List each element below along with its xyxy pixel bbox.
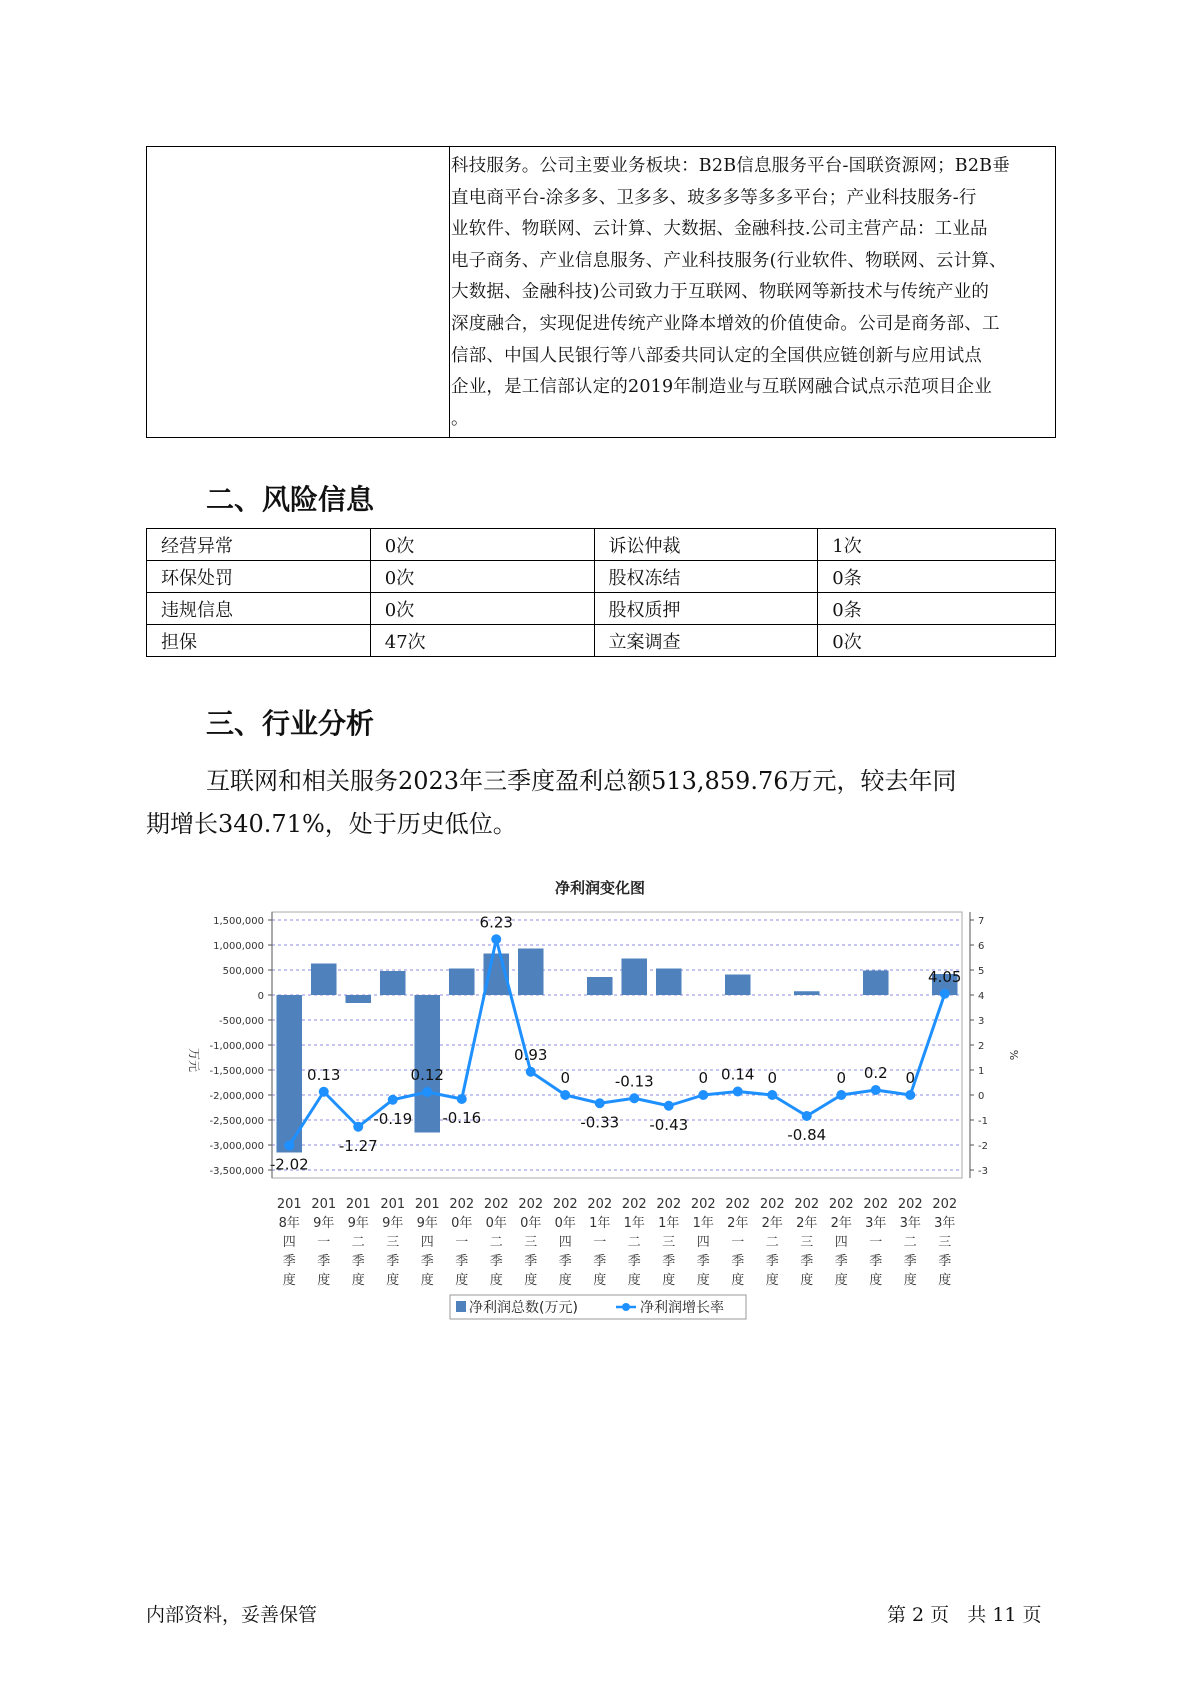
x-tick-label: 202 xyxy=(828,1197,854,1212)
data-label: -0.33 xyxy=(580,1113,620,1132)
x-tick-label: 1年 xyxy=(658,1216,680,1231)
bar xyxy=(587,977,613,995)
chart-legend xyxy=(450,1295,746,1319)
bar xyxy=(656,969,682,996)
x-tick-label: 2年 xyxy=(830,1216,852,1231)
y-tick-label-right: -2 xyxy=(978,1141,988,1152)
x-tick-label: 度 xyxy=(351,1273,365,1288)
x-tick-label: 202 xyxy=(518,1197,544,1212)
x-tick-label: 季 xyxy=(938,1254,952,1269)
y-tick-label-left: -3,000,000 xyxy=(209,1141,264,1152)
x-tick-label: 度 xyxy=(317,1273,331,1288)
y-tick-label-right: -3 xyxy=(978,1166,988,1177)
x-tick-label: 度 xyxy=(938,1273,952,1288)
growth-point xyxy=(940,989,950,999)
x-tick-label: 9年 xyxy=(382,1216,404,1231)
x-tick-label: 季 xyxy=(524,1254,538,1269)
x-tick-label: 202 xyxy=(587,1197,613,1212)
table-row xyxy=(147,593,1056,625)
intro-label-cell xyxy=(147,147,450,437)
growth-point xyxy=(698,1090,708,1100)
growth-point xyxy=(319,1087,329,1097)
x-tick-label: 1年 xyxy=(623,1216,645,1231)
legend-line-marker xyxy=(622,1303,630,1311)
risk-value: 47次 xyxy=(370,625,594,657)
y-tick-label-right: 6 xyxy=(978,941,985,952)
growth-point xyxy=(836,1090,846,1100)
x-tick-label: 201 xyxy=(276,1197,302,1212)
x-tick-label: 202 xyxy=(621,1197,647,1212)
y-axis-right-label: % xyxy=(1007,1049,1020,1061)
x-tick-label: 度 xyxy=(834,1273,848,1288)
x-tick-label: 季 xyxy=(662,1254,676,1269)
risk-label: 违规信息 xyxy=(147,593,371,625)
y-tick-label-left: -2,000,000 xyxy=(209,1091,264,1102)
data-label: -2.02 xyxy=(269,1155,309,1174)
data-label: 0 xyxy=(836,1069,847,1087)
x-tick-label: 季 xyxy=(282,1254,296,1269)
x-tick-label: 度 xyxy=(593,1273,607,1288)
y-tick-label-right: -1 xyxy=(978,1116,988,1127)
x-tick-label: 二 xyxy=(351,1235,365,1250)
intro-line: 企业，是工信部认定的2019年制造业与互联网融合试点示范项目企业 xyxy=(451,377,992,398)
x-tick-label: 四 xyxy=(282,1235,296,1250)
x-tick-label: 季 xyxy=(593,1254,607,1269)
legend-line-label: 净利润增长率 xyxy=(640,1300,724,1316)
growth-point xyxy=(629,1093,639,1103)
x-tick-label: 一 xyxy=(869,1235,883,1250)
x-tick-label: 季 xyxy=(800,1254,814,1269)
x-tick-label: 3年 xyxy=(865,1216,887,1231)
x-tick-label: 季 xyxy=(351,1254,365,1269)
x-tick-label: 202 xyxy=(863,1197,889,1212)
x-tick-label: 201 xyxy=(414,1197,440,1212)
x-tick-label: 三 xyxy=(662,1235,676,1250)
risk-label: 立案调查 xyxy=(594,625,818,657)
x-tick-label: 季 xyxy=(558,1254,572,1269)
growth-point xyxy=(905,1090,915,1100)
intro-line: 深度融合，实现促进传统产业降本增效的价值使命。公司是商务部、工 xyxy=(451,313,1000,334)
risk-value: 0条 xyxy=(818,593,1056,625)
x-tick-label: 一 xyxy=(731,1235,745,1250)
industry-paragraph-line2: 期增长340.71%，处于历史低位。 xyxy=(146,810,517,838)
x-tick-label: 季 xyxy=(627,1254,641,1269)
x-tick-label: 202 xyxy=(656,1197,682,1212)
risk-value: 0条 xyxy=(818,561,1056,593)
y-tick-label-right: 5 xyxy=(978,966,985,977)
y-tick-label-left: -1,000,000 xyxy=(209,1041,264,1052)
risk-label: 诉讼仲裁 xyxy=(594,529,818,561)
x-tick-label: 四 xyxy=(420,1235,434,1250)
x-tick-label: 季 xyxy=(869,1254,883,1269)
bar xyxy=(449,969,475,996)
x-tick-label: 度 xyxy=(903,1273,917,1288)
x-tick-label: 季 xyxy=(317,1254,331,1269)
x-tick-label: 度 xyxy=(282,1273,296,1288)
data-label: 6.23 xyxy=(479,913,513,932)
intro-line: 大数据、金融科技)公司致力于互联网、物联网等新技术与传统产业的 xyxy=(451,282,990,303)
risk-label: 环保处罚 xyxy=(147,561,371,593)
industry-section-title: 三、行业分析 xyxy=(206,707,375,740)
bar xyxy=(794,991,820,995)
x-tick-label: 四 xyxy=(558,1235,572,1250)
x-tick-label: 202 xyxy=(552,1197,578,1212)
x-tick-label: 二 xyxy=(489,1235,503,1250)
risk-table xyxy=(146,528,1056,657)
y-tick-label-right: 2 xyxy=(978,1041,985,1052)
x-tick-label: 度 xyxy=(420,1273,434,1288)
growth-point xyxy=(733,1087,743,1097)
intro-line: 业软件、物联网、云计算、大数据、金融科技.公司主营产品：工业品 xyxy=(451,219,988,240)
x-tick-label: 二 xyxy=(903,1235,917,1250)
risk-value: 0次 xyxy=(818,625,1056,657)
x-tick-label: 季 xyxy=(696,1254,710,1269)
intro-line: 直电商平台-涂多多、卫多多、玻多多等多多平台；产业科技服务-行 xyxy=(451,187,977,208)
growth-point xyxy=(802,1111,812,1121)
legend-bar-label: 净利润总数(万元) xyxy=(469,1300,578,1316)
x-tick-label: 2年 xyxy=(761,1216,783,1231)
x-tick-label: 四 xyxy=(696,1235,710,1250)
x-tick-label: 0年 xyxy=(451,1216,473,1231)
risk-label: 经营异常 xyxy=(147,529,371,561)
growth-point xyxy=(284,1141,294,1151)
data-label: 0.2 xyxy=(863,1064,888,1082)
x-tick-label: 9年 xyxy=(313,1216,335,1231)
y-tick-label-right: 4 xyxy=(978,991,985,1002)
data-label: -1.27 xyxy=(338,1136,378,1155)
growth-point xyxy=(767,1090,777,1100)
x-tick-label: 季 xyxy=(903,1254,917,1269)
y-axis-left-label: 万元 xyxy=(187,1047,201,1073)
x-tick-label: 度 xyxy=(696,1273,710,1288)
risk-label: 股权质押 xyxy=(594,593,818,625)
x-tick-label: 8年 xyxy=(278,1216,300,1231)
x-tick-label: 0年 xyxy=(554,1216,576,1231)
x-tick-label: 202 xyxy=(725,1197,751,1212)
x-tick-label: 一 xyxy=(317,1235,331,1250)
bar xyxy=(345,995,371,1003)
x-tick-label: 202 xyxy=(932,1197,958,1212)
y-tick-label-left: -1,500,000 xyxy=(209,1066,264,1077)
y-tick-label-right: 0 xyxy=(978,1091,985,1102)
growth-point xyxy=(422,1087,432,1097)
x-tick-label: 202 xyxy=(759,1197,785,1212)
x-tick-label: 202 xyxy=(449,1197,475,1212)
risk-value: 1次 xyxy=(818,529,1056,561)
x-tick-label: 1年 xyxy=(589,1216,611,1231)
x-tick-label: 季 xyxy=(420,1254,434,1269)
x-tick-label: 201 xyxy=(380,1197,406,1212)
x-tick-label: 3年 xyxy=(899,1216,921,1231)
growth-point xyxy=(871,1085,881,1095)
x-tick-label: 2年 xyxy=(796,1216,818,1231)
company-intro-table xyxy=(146,146,1056,438)
intro-line: 电子商务、产业信息服务、产业科技服务(行业软件、物联网、云计算、 xyxy=(451,250,1007,271)
company-intro-text xyxy=(451,151,1051,435)
x-tick-label: 1年 xyxy=(692,1216,714,1231)
growth-point xyxy=(560,1090,570,1100)
x-tick-label: 季 xyxy=(834,1254,848,1269)
table-row xyxy=(147,561,1056,593)
bar xyxy=(621,959,647,996)
y-tick-label-left: -3,500,000 xyxy=(209,1166,264,1177)
x-tick-label: 度 xyxy=(627,1273,641,1288)
data-label: 0 xyxy=(698,1069,709,1087)
risk-section-title: 二、风险信息 xyxy=(206,483,375,516)
growth-point xyxy=(491,934,501,944)
growth-point xyxy=(457,1094,467,1104)
net-profit-chart xyxy=(0,860,1191,1340)
x-tick-label: 一 xyxy=(455,1235,469,1250)
x-tick-label: 四 xyxy=(834,1235,848,1250)
x-tick-label: 度 xyxy=(558,1273,572,1288)
data-label: 0.13 xyxy=(307,1065,341,1084)
bar xyxy=(863,971,889,996)
table-row xyxy=(147,529,1056,561)
data-label: -0.13 xyxy=(614,1072,654,1091)
y-tick-label-left: -500,000 xyxy=(219,1016,264,1027)
bar xyxy=(414,995,440,1133)
x-tick-label: 度 xyxy=(662,1273,676,1288)
bar xyxy=(725,975,751,996)
risk-value: 0次 xyxy=(370,529,594,561)
data-label: 0 xyxy=(767,1069,778,1087)
x-tick-label: 201 xyxy=(311,1197,337,1212)
data-label: 0.12 xyxy=(410,1066,444,1084)
x-tick-label: 三 xyxy=(938,1235,952,1250)
table-row xyxy=(147,625,1056,657)
growth-point xyxy=(595,1098,605,1108)
growth-point xyxy=(353,1122,363,1132)
x-tick-label: 202 xyxy=(794,1197,820,1212)
x-tick-label: 9年 xyxy=(347,1216,369,1231)
legend-bar-swatch xyxy=(456,1301,466,1312)
growth-point xyxy=(388,1095,398,1105)
x-tick-label: 季 xyxy=(455,1254,469,1269)
data-label: 0 xyxy=(560,1069,571,1087)
risk-label: 担保 xyxy=(147,625,371,657)
footer-left-text: 内部资料，妥善保管 xyxy=(146,1604,318,1626)
footer-page-number: 第 2 页 共 11 页 xyxy=(887,1604,1042,1626)
risk-label: 股权冻结 xyxy=(594,561,818,593)
x-tick-label: 202 xyxy=(690,1197,716,1212)
x-tick-label: 201 xyxy=(345,1197,371,1212)
bar xyxy=(311,964,337,996)
x-tick-label: 度 xyxy=(869,1273,883,1288)
x-tick-label: 度 xyxy=(489,1273,503,1288)
y-tick-label-right: 3 xyxy=(978,1016,985,1027)
x-tick-label: 度 xyxy=(731,1273,745,1288)
data-label: -0.19 xyxy=(373,1109,413,1128)
x-tick-label: 三 xyxy=(524,1235,538,1250)
x-tick-label: 季 xyxy=(489,1254,503,1269)
x-tick-label: 2年 xyxy=(727,1216,749,1231)
x-tick-label: 季 xyxy=(386,1254,400,1269)
y-tick-label-left: 1,500,000 xyxy=(213,916,264,927)
data-label: -0.43 xyxy=(649,1115,689,1134)
data-label: -0.16 xyxy=(442,1109,482,1127)
growth-point xyxy=(664,1101,674,1111)
x-tick-label: 3年 xyxy=(934,1216,956,1231)
intro-line: 信部、中国人民银行等八部委共同认定的全国供应链创新与应用试点 xyxy=(451,345,982,366)
growth-point xyxy=(526,1067,536,1077)
x-tick-label: 二 xyxy=(627,1235,641,1250)
y-tick-label-left: 500,000 xyxy=(222,966,264,977)
x-tick-label: 202 xyxy=(897,1197,923,1212)
x-tick-label: 三 xyxy=(386,1235,400,1250)
risk-value: 0次 xyxy=(370,561,594,593)
x-tick-label: 季 xyxy=(731,1254,745,1269)
y-tick-label-right: 7 xyxy=(978,916,985,927)
x-tick-label: 三 xyxy=(800,1235,814,1250)
y-tick-label-right: 1 xyxy=(978,1066,985,1077)
intro-line: 。 xyxy=(451,408,469,429)
x-tick-label: 202 xyxy=(483,1197,509,1212)
x-tick-label: 0年 xyxy=(520,1216,542,1231)
x-tick-label: 一 xyxy=(593,1235,607,1250)
industry-paragraph-line1: 互联网和相关服务2023年三季度盈利总额513,859.76万元，较去年同 xyxy=(206,767,957,795)
x-tick-label: 度 xyxy=(800,1273,814,1288)
x-tick-label: 0年 xyxy=(485,1216,507,1231)
data-label: 0.93 xyxy=(514,1045,548,1064)
risk-value: 0次 xyxy=(370,593,594,625)
x-tick-label: 度 xyxy=(524,1273,538,1288)
data-label: 0.14 xyxy=(721,1065,755,1084)
data-label: -0.84 xyxy=(787,1126,827,1144)
x-tick-label: 度 xyxy=(765,1273,779,1288)
x-tick-label: 二 xyxy=(765,1235,779,1250)
y-tick-label-left: -2,500,000 xyxy=(209,1116,264,1127)
x-tick-label: 度 xyxy=(386,1273,400,1288)
bar xyxy=(518,949,544,996)
y-tick-label-left: 0 xyxy=(257,991,264,1002)
x-tick-label: 度 xyxy=(455,1273,469,1288)
y-tick-label-left: 1,000,000 xyxy=(213,941,264,952)
x-tick-label: 9年 xyxy=(416,1216,438,1231)
chart-title: 净利润变化图 xyxy=(554,879,646,897)
intro-line: 科技服务。公司主要业务板块：B2B信息服务平台-国联资源网；B2B垂 xyxy=(451,156,1010,176)
data-label: 0 xyxy=(905,1069,916,1087)
bar xyxy=(380,971,406,995)
data-label: 4.05 xyxy=(928,967,962,986)
x-tick-label: 季 xyxy=(765,1254,779,1269)
